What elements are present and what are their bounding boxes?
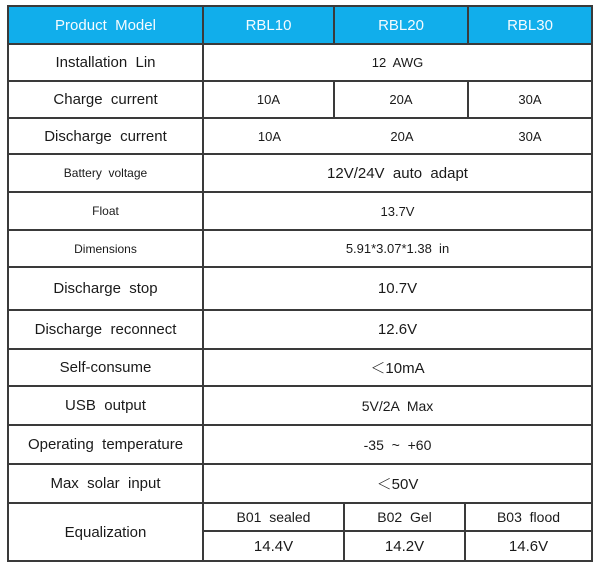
row-label: Discharge reconnect	[9, 311, 204, 348]
row-value: 13.7V	[380, 203, 415, 219]
row-label: Max solar input	[9, 465, 204, 502]
row-label: Self-consume	[9, 350, 204, 385]
header-model-rbl20: RBL20	[335, 7, 469, 43]
equalization-voltage-b02: 14.2V	[345, 532, 466, 560]
row-value: ＜10mA	[370, 360, 425, 377]
row-label: Operating temperature	[9, 426, 204, 463]
row-value: -35 ~ +60	[363, 436, 432, 453]
equalization-voltages-row	[204, 532, 591, 560]
table-header-row	[9, 7, 591, 45]
row-value: 12 AWG	[371, 55, 424, 70]
row-value-rbl30: 30A	[518, 128, 542, 144]
table-row-self-consume	[9, 350, 591, 387]
row-label: Installation Lin	[9, 45, 204, 80]
table-row-usb-output	[9, 387, 591, 426]
table-row-max-solar-input	[9, 465, 591, 504]
row-value: 12.6V	[377, 321, 418, 338]
row-value-rbl20: 20A	[390, 128, 414, 144]
row-label: Charge current	[9, 82, 204, 117]
table-row-discharge-current	[9, 119, 591, 155]
row-value-rbl30: 30A	[518, 92, 542, 107]
row-value: 10.7V	[377, 280, 418, 297]
row-label: Equalization	[9, 504, 204, 560]
header-product-model: Product Model	[9, 7, 204, 43]
table-row-equalization	[9, 504, 591, 560]
equalization-types-row	[204, 504, 591, 532]
row-value-rbl10: 10A	[204, 82, 335, 117]
table-row-battery-voltage	[9, 155, 591, 193]
row-label: Battery voltage	[9, 155, 204, 191]
table-row-charge-current	[9, 82, 591, 119]
equalization-type-b03: B03 flood	[496, 509, 561, 525]
row-value: 5V/2A Max	[361, 397, 434, 414]
table-row-operating-temperature	[9, 426, 591, 465]
table-row-float	[9, 193, 591, 231]
row-value-rbl20: 20A	[335, 82, 469, 117]
header-model-rbl10: RBL10	[204, 7, 335, 43]
table-row-discharge-stop	[9, 268, 591, 311]
row-label: Float	[9, 193, 204, 229]
row-value: 5.91*3.07*1.38 in	[345, 241, 450, 256]
row-value-rbl10: 10A	[257, 128, 282, 144]
table-row-discharge-reconnect	[9, 311, 591, 350]
row-value: ＜50V	[376, 476, 419, 493]
row-label: Dimensions	[9, 231, 204, 266]
spec-table	[7, 5, 593, 562]
row-label: USB output	[9, 387, 204, 424]
table-row-dimensions	[9, 231, 591, 268]
equalization-type-b02: B02 Gel	[345, 504, 466, 530]
equalization-type-b01: B01 sealed	[204, 504, 345, 530]
header-model-rbl30: RBL30	[507, 16, 553, 34]
row-label: Discharge current	[9, 119, 204, 153]
table-row-installation	[9, 45, 591, 82]
equalization-voltage-b01: 14.4V	[204, 532, 345, 560]
row-value: 12V/24V auto adapt	[327, 164, 468, 182]
row-label: Discharge stop	[9, 268, 204, 309]
equalization-voltage-b03: 14.6V	[508, 537, 549, 555]
